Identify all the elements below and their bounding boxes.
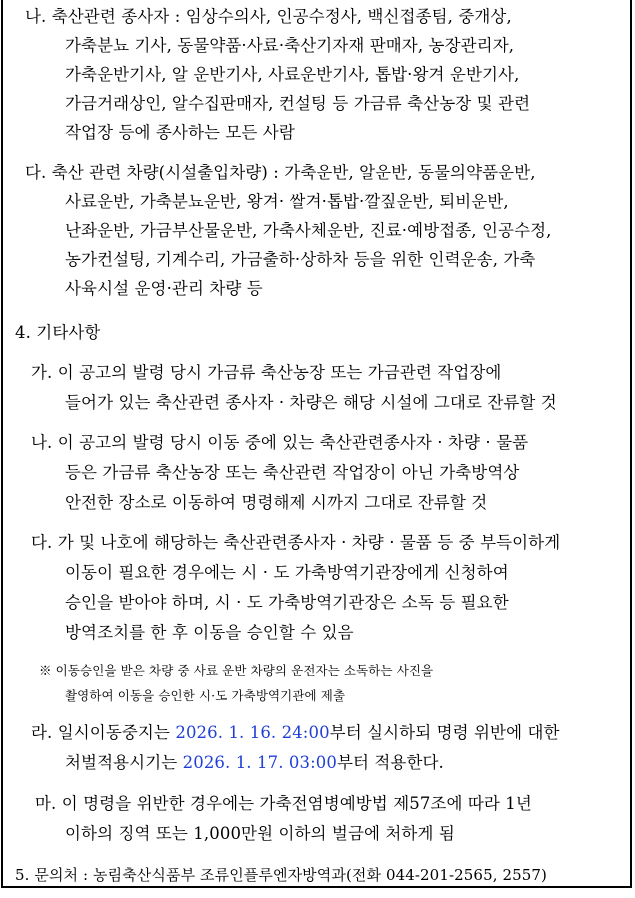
text-line: 들어가 있는 축산관련 종사자 · 차량은 해당 시설에 그대로 잔류할 것 <box>65 393 557 412</box>
note-line: 촬영하여 이동을 승인한 시·도 가축방역기관에 제출 <box>65 688 346 703</box>
text-segment: 라. 일시이동중지는 <box>31 723 176 742</box>
text-line: 가축분뇨 기사, 동물약품·사료·축산기자재 판매자, 농장관리자, <box>65 36 515 55</box>
text-line: 등은 가금류 축산농장 또는 축산관련 작업장이 아닌 가축방역상 <box>65 463 520 482</box>
text-line: 방역조치를 한 후 이동을 승인할 수 있음 <box>65 623 354 642</box>
text-line: 농가컨설팅, 기계수리, 가금출하·상하차 등을 위한 인력운송, 가축 <box>65 250 536 269</box>
text-line: 나. 축산관련 종사자 : 임상수의사, 인공수정사, 백신접종팀, 중개상, <box>25 7 512 26</box>
text-line <box>31 722 560 744</box>
text-line: 마. 이 명령을 위반한 경우에는 가축전염병예방법 제57조에 따라 1년 <box>35 794 532 813</box>
penalty-date: 2026. 1. 17. 03:00 <box>182 753 337 772</box>
text-line: 사료운반, 가축분뇨운반, 왕겨· 쌀겨·톱밥·깔짚운반, 퇴비운반, <box>65 192 509 211</box>
text-line: 작업장 등에 종사하는 모든 사람 <box>65 123 295 142</box>
text-line <box>65 752 444 774</box>
text-line: 안전한 장소로 이동하여 명령해제 시까지 그대로 잔류할 것 <box>65 493 488 512</box>
contact-info: 5. 문의처 : 농림축산식품부 조류인플루엔자방역과(전화 044-201-2565, 2557) <box>15 866 547 884</box>
text-segment: 처벌적용시기는 <box>65 753 183 772</box>
text-line: 나. 이 공고의 발령 당시 이동 중에 있는 축산관련종사자 · 차량 · 물품 <box>31 433 529 452</box>
section-heading: 4. 기타사항 <box>15 323 101 342</box>
text-line: 가금거래상인, 알수집판매자, 컨설팅 등 가금류 축산농장 및 관련 <box>65 94 531 113</box>
text-line: 승인을 받아야 하며, 시 · 도 가축방역기관장은 소독 등 필요한 <box>65 593 509 612</box>
effective-date: 2026. 1. 16. 24:00 <box>175 723 330 742</box>
document-page <box>1 0 632 888</box>
text-line: 가. 이 공고의 발령 당시 가금류 축산농장 또는 가금관련 작업장에 <box>31 363 502 382</box>
text-line: 다. 가 및 나호에 해당하는 축산관련종사자 · 차량 · 물품 등 중 부득이하게 <box>31 533 561 552</box>
text-line: 가축운반기사, 알 운반기사, 사료운반기사, 톱밥·왕겨 운반기사, <box>65 65 520 84</box>
text-segment: 부터 적용한다. <box>336 753 444 772</box>
text-line: 이동이 필요한 경우에는 시 · 도 가축방역기관장에게 신청하여 <box>65 563 509 582</box>
note-line: ※ 이동승인을 받은 차량 중 사료 운반 차량의 운전자는 소독하는 사진을 <box>39 663 434 678</box>
text-line: 다. 축산 관련 차량(시설출입차량) : 가축운반, 알운반, 동물의약품운반, <box>25 163 536 182</box>
text-segment: 부터 실시하되 명령 위반에 대한 <box>329 723 560 742</box>
text-line: 사육시설 운영·관리 차량 등 <box>65 279 263 298</box>
text-line: 난좌운반, 가금부산물운반, 가축사체운반, 진료·예방접종, 인공수정, <box>65 221 552 240</box>
text-line: 이하의 징역 또는 1,000만원 이하의 벌금에 처하게 됨 <box>65 824 455 843</box>
